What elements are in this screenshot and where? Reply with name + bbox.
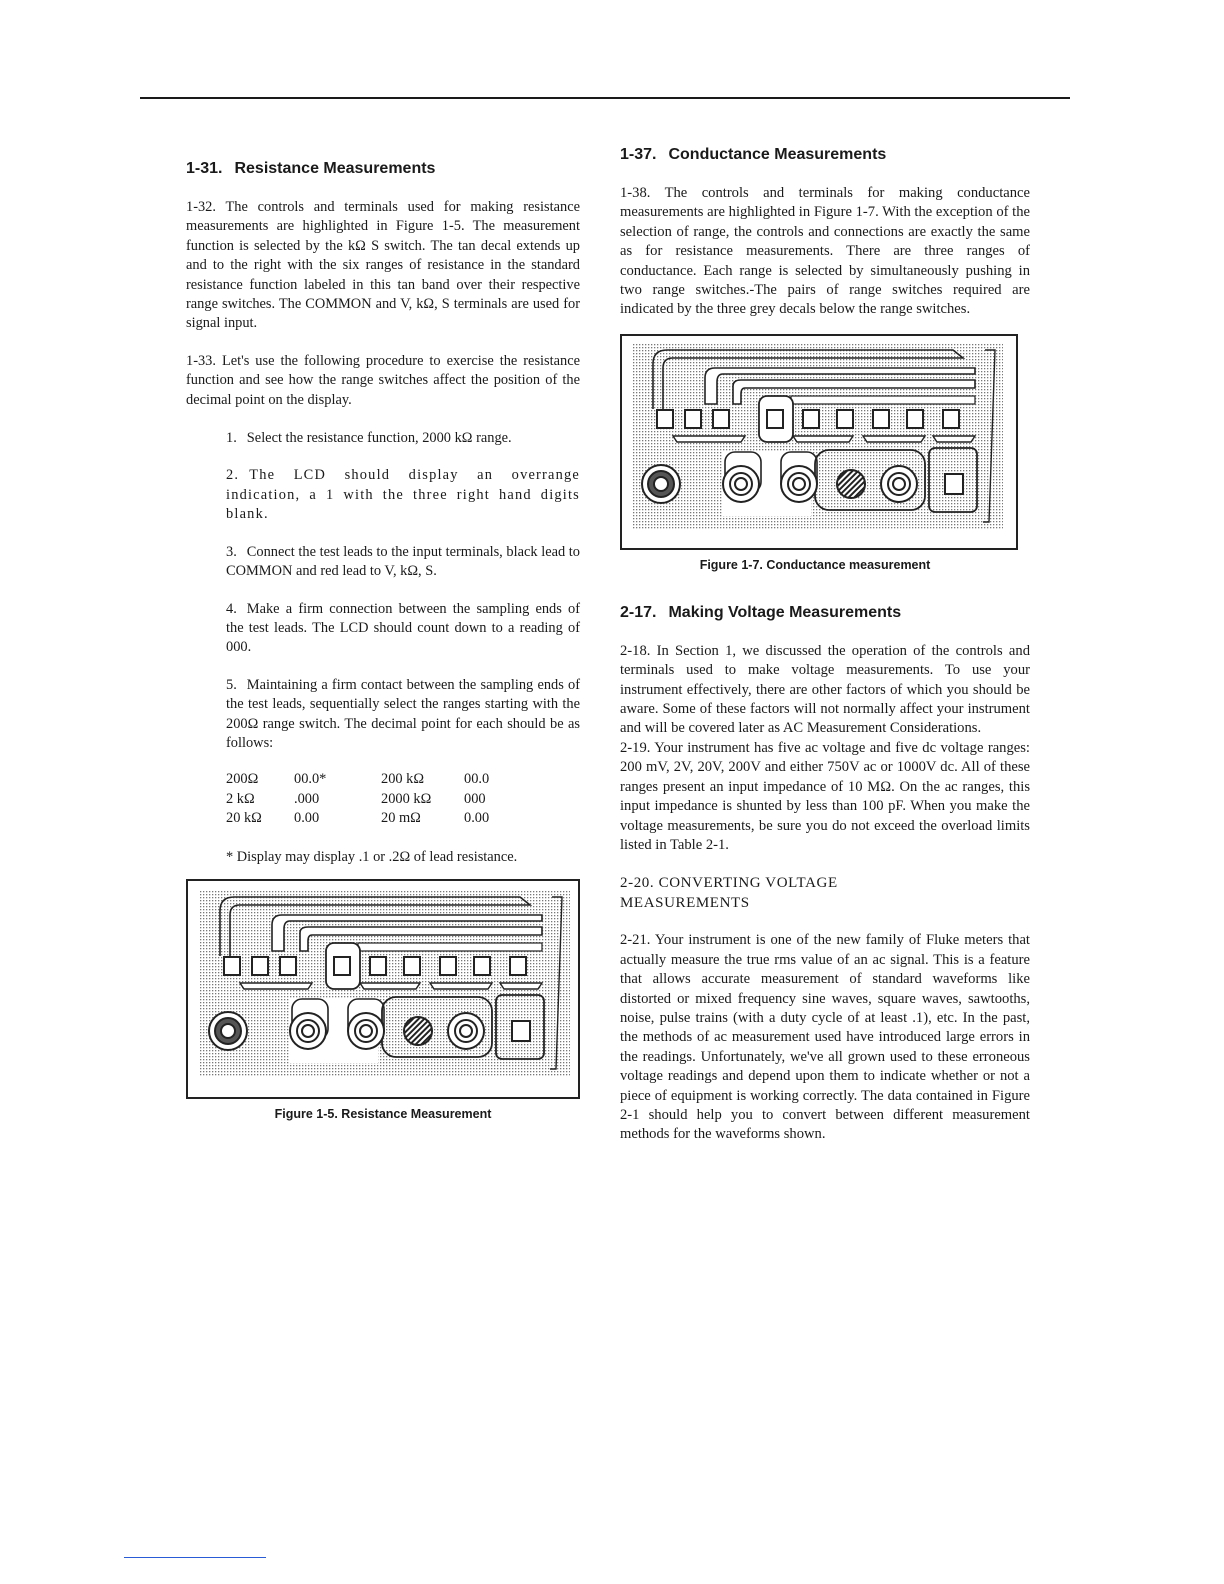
- step-5: 5. Maintaining a firm contact between the sampling ends of the test leads, sequentially select the ranges starting with the 200Ω range switch. The decimal point for each should be as follows:: [226, 676, 580, 751]
- section-number: 1-31.: [186, 160, 223, 177]
- subheading-2-20: 2-20. CONVERTING VOLTAGE MEASUREMENTS: [620, 875, 838, 912]
- section-title: Making Voltage Measurements: [668, 603, 902, 621]
- section-number: 1-37.: [620, 146, 657, 163]
- table-row: 20 kΩ 0.00 20 mΩ 0.00: [226, 810, 490, 827]
- header-rule: [140, 97, 1070, 99]
- step-2: 2. The LCD should display an overrange indication, a 1 with the three right hand digits blank.: [226, 467, 580, 523]
- section-heading-1-37: [620, 146, 1030, 164]
- right-column: [620, 146, 1030, 1145]
- figure-caption: Figure 1-5. Resistance Measurement: [274, 1106, 492, 1121]
- step-4: 4. Make a firm connection between the sampling ends of the test leads. The LCD should count down to a reading of 000.: [226, 600, 580, 656]
- table-row: 2 kΩ .000 2000 kΩ 000: [226, 790, 486, 807]
- step-1: 1. Select the resistance function, 2000 kΩ range.: [226, 430, 512, 447]
- figure-1-7: [620, 334, 1018, 550]
- left-column: [186, 160, 580, 1121]
- table-row: 200Ω 00.0* 200 kΩ 00.0: [226, 771, 490, 788]
- section-title: Resistance Measurements: [234, 160, 436, 177]
- panel-diagram: [200, 891, 570, 1087]
- section-heading-1-31: [186, 160, 580, 178]
- figure-caption: Figure 1-7. Conductance measurement: [699, 557, 931, 572]
- paragraph-2-18: 2-18. In Section 1, we discussed the operation of the controls and terminals used to make voltage measurements. To use your instrument effectively, there are other factors of which you should be aware. Some of these factors will not normally affect your instrument and will be covered later as AC Measurement Considerations.: [620, 642, 1030, 737]
- paragraph-1-33: 1-33. Let's use the following procedure to exercise the resistance function and see how the range switches affect the position of the decimal point on the display.: [186, 352, 580, 408]
- paragraph-1-32: 1-32. The controls and terminals used for making resistance measurements are highlighted in Figure 1-5. The measurement function is selected by the kΩ S switch. The tan decal extends up and to the right with the six ranges of resistance in the standard resistance function labeled in this tan band over their respective range switches. The COMMON and V, kΩ, S terminals are used for signal input.: [186, 199, 580, 332]
- panel-diagram: [632, 344, 1004, 540]
- section-number: 2-17.: [620, 603, 657, 621]
- footnote: * Display may display .1 or .2Ω of lead resistance.: [226, 848, 518, 865]
- paragraph-1-38: 1-38. The controls and terminals for making conductance measurements are highlighted in Figure 1-7. With the exception of the selection of range, the controls and connections are exactly the same as for resistance measurements. There are three ranges of conductance. Each range is selected by simultaneously pushing in two range switches.-The pairs of range switches required are indicated by the three grey decals below the range switches.: [620, 185, 1030, 318]
- paragraph-2-21: 2-21. Your instrument is one of the new family of Fluke meters that actually measure the true rms value of an ac signal. This is a feature that allows accurate measurement of standard waveforms like distorted or mixed frequency sine waves, square waves, sawtooths, noise, pulse trains (with a duty cycle of at least .1), etc. In the past, the methods of ac measurement used have introduced large errors in the readings. Unfortunately, we've all grown used to these erroneous voltage readings and depend upon them to indicate whether or not a piece of equipment is working correctly. The data contained in Figure 2-1 should help you to convert between different measurement methods for the waveforms shown.: [620, 932, 1030, 1143]
- paragraph-2-19: 2-19. Your instrument has five ac voltage and five dc voltage ranges: 200 mV, 2V, 20V, 200V and either 750V ac or 1000V dc. All of these ranges present an input impedance of 10 MΩ. On the ac ranges, this input impedance is shunted by less than 100 pF. When you make the voltage measurements, be sure you do not exceed the overload limits listed in Table 2-1.: [620, 739, 1030, 853]
- footer-link-underline: [124, 1557, 266, 1558]
- section-title: Conductance Measurements: [668, 146, 887, 163]
- decimal-point-table: [226, 771, 524, 829]
- section-heading-2-17: [620, 604, 1030, 622]
- step-3: 3. Connect the test leads to the input terminals, black lead to COMMON and red lead to V, kΩ, S.: [226, 543, 580, 580]
- figure-1-5: [186, 879, 580, 1099]
